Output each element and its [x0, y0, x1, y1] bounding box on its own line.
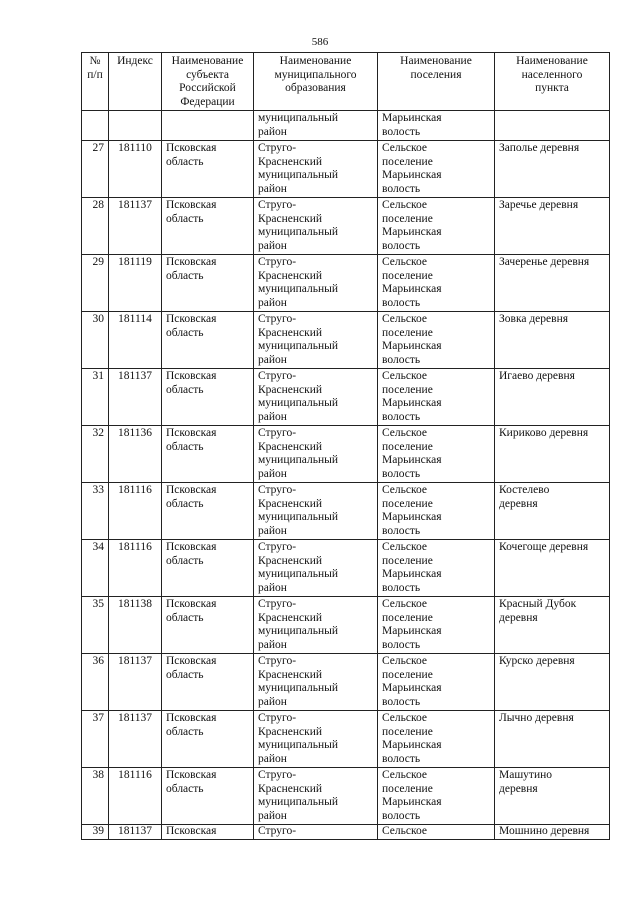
table-row: [82, 711, 610, 768]
cell-municipality: Струго- Красненский муниципальный район: [254, 141, 378, 198]
cell-settlement: Сельское поселение Марьинская волость: [378, 654, 495, 711]
cell-municipality: муниципальный район: [254, 111, 378, 141]
continuation-row: [82, 111, 610, 141]
table-row: [82, 540, 610, 597]
cell-subject: Псковская область: [162, 426, 254, 483]
cell-num: 35: [82, 597, 109, 654]
header-num: № п/п: [82, 53, 109, 111]
cell-subject: Псковская область: [162, 312, 254, 369]
cell-settlement: Сельское поселение Марьинская волость: [378, 426, 495, 483]
cell-index: 181119: [109, 255, 162, 312]
cell-locality: Заречье деревня: [495, 198, 610, 255]
cell-settlement: Сельское поселение Марьинская волость: [378, 483, 495, 540]
cell-settlement: Сельское поселение Марьинская волость: [378, 540, 495, 597]
cell-index: 181137: [109, 825, 162, 840]
cell-locality: Игаево деревня: [495, 369, 610, 426]
cell-index: 181137: [109, 654, 162, 711]
cell-num: 39: [82, 825, 109, 840]
cell-num: 37: [82, 711, 109, 768]
cell-num: [82, 111, 109, 141]
cell-index: 181114: [109, 312, 162, 369]
cell-locality: Кириково деревня: [495, 426, 610, 483]
table-row: [82, 768, 610, 825]
cell-municipality: Струго- Красненский муниципальный район: [254, 198, 378, 255]
cell-subject: Псковская область: [162, 198, 254, 255]
cell-num: 29: [82, 255, 109, 312]
cell-subject: Псковская: [162, 825, 254, 840]
cell-subject: Псковская область: [162, 255, 254, 312]
table-row: [82, 198, 610, 255]
cell-index: 181137: [109, 198, 162, 255]
cell-index: 181136: [109, 426, 162, 483]
cell-index: 181110: [109, 141, 162, 198]
cell-locality: Мошнино деревня: [495, 825, 610, 840]
cell-locality: Костелево деревня: [495, 483, 610, 540]
cell-index: 181116: [109, 540, 162, 597]
header-locality: Наименование населенного пункта: [495, 53, 610, 111]
cell-locality: Кочегоще деревня: [495, 540, 610, 597]
cell-index: 181137: [109, 369, 162, 426]
cell-index: 181116: [109, 768, 162, 825]
cell-municipality: Струго- Красненский муниципальный район: [254, 312, 378, 369]
cell-locality: Курско деревня: [495, 654, 610, 711]
cell-settlement: Сельское поселение Марьинская волость: [378, 255, 495, 312]
cell-municipality: Струго- Красненский муниципальный район: [254, 654, 378, 711]
cell-subject: Псковская область: [162, 768, 254, 825]
header-index: Индекс: [109, 53, 162, 111]
cell-subject: Псковская область: [162, 483, 254, 540]
header-settlement: Наименование поселения: [378, 53, 495, 111]
cell-num: 36: [82, 654, 109, 711]
table-row: [82, 312, 610, 369]
table-header-row: [82, 53, 610, 111]
cell-index: 181138: [109, 597, 162, 654]
cell-index: [109, 111, 162, 141]
cell-settlement: Сельское поселение Марьинская волость: [378, 312, 495, 369]
cell-settlement: Сельское: [378, 825, 495, 840]
cell-locality: Красный Дубок деревня: [495, 597, 610, 654]
cell-locality: Зачеренье деревня: [495, 255, 610, 312]
cell-municipality: Струго- Красненский муниципальный район: [254, 711, 378, 768]
table-row: [82, 255, 610, 312]
cell-locality: Зовка деревня: [495, 312, 610, 369]
cell-settlement: Сельское поселение Марьинская волость: [378, 141, 495, 198]
table-row: [82, 654, 610, 711]
cell-num: 31: [82, 369, 109, 426]
cell-settlement: Сельское поселение Марьинская волость: [378, 198, 495, 255]
cell-index: 181116: [109, 483, 162, 540]
cell-num: 33: [82, 483, 109, 540]
cell-settlement: Марьинская волость: [378, 111, 495, 141]
table-row: [82, 483, 610, 540]
cell-settlement: Сельское поселение Марьинская волость: [378, 597, 495, 654]
cell-subject: Псковская область: [162, 597, 254, 654]
cell-num: 38: [82, 768, 109, 825]
cell-subject: Псковская область: [162, 711, 254, 768]
cell-locality: Заполье деревня: [495, 141, 610, 198]
cell-settlement: Сельское поселение Марьинская волость: [378, 711, 495, 768]
cell-subject: Псковская область: [162, 654, 254, 711]
table-row: [82, 825, 610, 840]
cell-locality: Лычно деревня: [495, 711, 610, 768]
cell-municipality: Струго- Красненский муниципальный район: [254, 369, 378, 426]
cell-num: 34: [82, 540, 109, 597]
cell-municipality: Струго- Красненский муниципальный район: [254, 768, 378, 825]
cell-num: 27: [82, 141, 109, 198]
table-row: [82, 597, 610, 654]
cell-subject: Псковская область: [162, 141, 254, 198]
cell-settlement: Сельское поселение Марьинская волость: [378, 768, 495, 825]
table-row: [82, 141, 610, 198]
cell-locality: Машутино деревня: [495, 768, 610, 825]
table-row: [82, 369, 610, 426]
cell-num: 32: [82, 426, 109, 483]
cell-municipality: Струго- Красненский муниципальный район: [254, 483, 378, 540]
cell-index: 181137: [109, 711, 162, 768]
cell-settlement: Сельское поселение Марьинская волость: [378, 369, 495, 426]
cell-municipality: Струго-: [254, 825, 378, 840]
cell-municipality: Струго- Красненский муниципальный район: [254, 597, 378, 654]
table-row: [82, 426, 610, 483]
cell-municipality: Струго- Красненский муниципальный район: [254, 540, 378, 597]
page-number: 586: [311, 36, 329, 48]
cell-num: 28: [82, 198, 109, 255]
cell-locality: [495, 111, 610, 141]
header-subject: Наименование субъекта Российской Федерации: [162, 53, 254, 111]
cell-subject: Псковская область: [162, 369, 254, 426]
cell-municipality: Струго- Красненский муниципальный район: [254, 255, 378, 312]
cell-municipality: Струго- Красненский муниципальный район: [254, 426, 378, 483]
localities-table: [81, 52, 610, 840]
cell-subject: Псковская область: [162, 540, 254, 597]
header-municipality: Наименование муниципального образования: [254, 53, 378, 111]
cell-subject: [162, 111, 254, 141]
cell-num: 30: [82, 312, 109, 369]
